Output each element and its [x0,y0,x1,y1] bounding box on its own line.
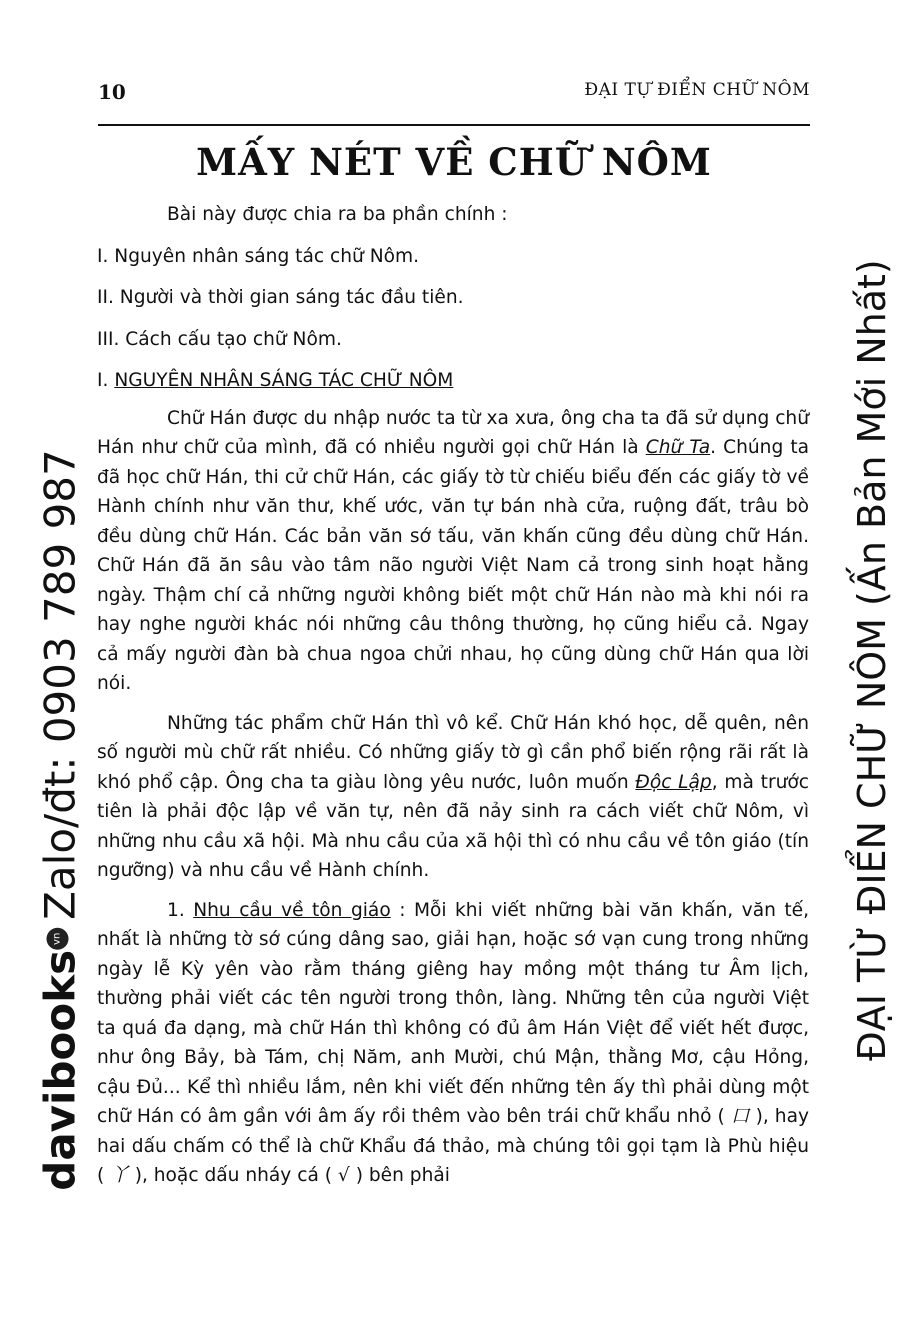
part-1: I. Nguyên nhân sáng tác chữ Nôm. [97,245,420,267]
paragraph-1 [97,404,809,699]
paragraph-2-text-b: , mà trước tiên là phải độc lập về văn tự, nên đã nảy sinh ra cách viết chữ Nôm, vì những nhu cầu xã hội. Mà nhu cầu của xã hội thì có nhu cầu về tôn giáo (tín ngưỡng) và nhu cầu về Hành chính. [97,771,809,881]
contact-text: Zalo/đt: 0903 789 987 [35,449,85,920]
paragraph-3-text-2: ), hay hai dấu chấm có thể là chữ Khẩu đá thảo, mà chúng tôi gọi tạm là Phù hiệu ( [97,1106,809,1186]
page-number: 10 [98,80,126,104]
section-heading [97,366,809,396]
fish-mark-glyph: √ [337,1165,350,1186]
paragraph-3-text-3: ), hoặc dấu nháy cá ( [128,1165,338,1186]
mouth-radical-glyph: 口 [730,1106,750,1127]
paragraph-1-emphasis: Chữ Ta [645,437,711,458]
header-divider [98,124,810,126]
brand-vn-badge: vn [47,928,69,950]
side-watermark-right: ĐẠI TỪ ĐIỂN CHỮ NÔM (Ấn Bản Mới Nhất) [850,259,894,1061]
part-2: II. Người và thời gian sáng tác đầu tiên. [97,287,464,308]
paragraph-3-heading: Nhu cầu về tôn giáo [193,899,391,921]
paragraph-1-text-a: Chữ Hán được du nhập nước ta từ xa xưa, ông cha ta đã sử dụng chữ Hán như chữ của mình, đã có nhiều người gọi chữ Hán là [97,407,809,458]
section-heading-prefix: I. [97,370,115,391]
running-header-title: ĐẠI TỰ ĐIỂN CHỮ NÔM [584,80,810,100]
intro-line: Bài này được chia ra ba phần chính : [167,204,508,225]
brand-logo-books: books [35,949,85,1091]
paragraph-3-text-1: : Mỗi khi viết những bài văn khấn, văn tế, nhất là những tờ sớ cúng dâng sao, giải hạn, hoặc sớ vạn cung trong những ngày lễ Kỳ yên vào rằm tháng giêng hay mồng một tháng tư Âm lịch, thường phải viết các tên người trong thôn, làng. Những tên của người Việt ta quá đa dạng, mà chữ Hán thì không có đủ âm Hán Việt để viết hết được, như ông Bảy, bà Tám, chị Năm, anh Mười, chú Mận, thằng Mơ, cậu Hỏng, cậu Đủ... Kể thì nhiều lắm, nên khi viết đến những tên ấy thì phải dùng một chữ Hán có âm gần với âm ấy rồi thêm vào bên trái chữ khẩu nhỏ ( [97,899,809,1127]
paragraph-2-emphasis: Độc Lập [635,771,712,793]
article-title: MẤY NÉT VỀ CHỮ NÔM [196,140,712,184]
part-3: III. Cách cấu tạo chữ Nôm. [97,328,342,350]
paragraph-1-text-b: . Chúng ta đã học chữ Hán, thi cử chữ Hán, các giấy tờ từ chiếu biểu đến các giấy tờ về Hành chính như văn thư, khế ước, văn tự bán nhà cửa, ruộng đất, trâu bò đều dùng chữ Hán. Các bản văn sớ tấu, văn khấn cũng đều dùng chữ Hán. Chữ Hán đã ăn sâu vào tâm não người Việt Nam cả trong sinh hoạt hằng ngày. Thậm chí cả những người không biết một chữ Hán nào mà khi nói ra hay nghe người khác nói những câu thông thường, họ cũng hiểu cả. Ngay cả mấy người đàn bà chua ngoa chửi nhau, họ cũng dùng chữ Hán qua lời nói. [97,437,810,694]
paragraph-3 [97,896,809,1191]
side-watermark-left [36,449,85,1190]
brand-logo-davi: davi [35,1090,85,1191]
section-heading-text: NGUYÊN NHÂN SÁNG TÁC CHỮ NÔM [114,370,454,391]
paragraph-2-text-a: Những tác phẩm chữ Hán thì vô kể. Chữ Hán khó học, dễ quên, nên số người mù chữ rất nhiều. Có những giấy tờ gì cần phổ biến rộng rãi rất là khó phổ cập. Ông cha ta giàu lòng yêu nước, luôn muốn [97,712,809,793]
paragraph-3-number: 1. [167,899,194,921]
paragraph-3-text-4: ) bên phải [349,1165,450,1186]
paragraph-2 [97,709,809,886]
symbol-glyph: 丫 [110,1165,129,1186]
article-body [97,200,809,1201]
